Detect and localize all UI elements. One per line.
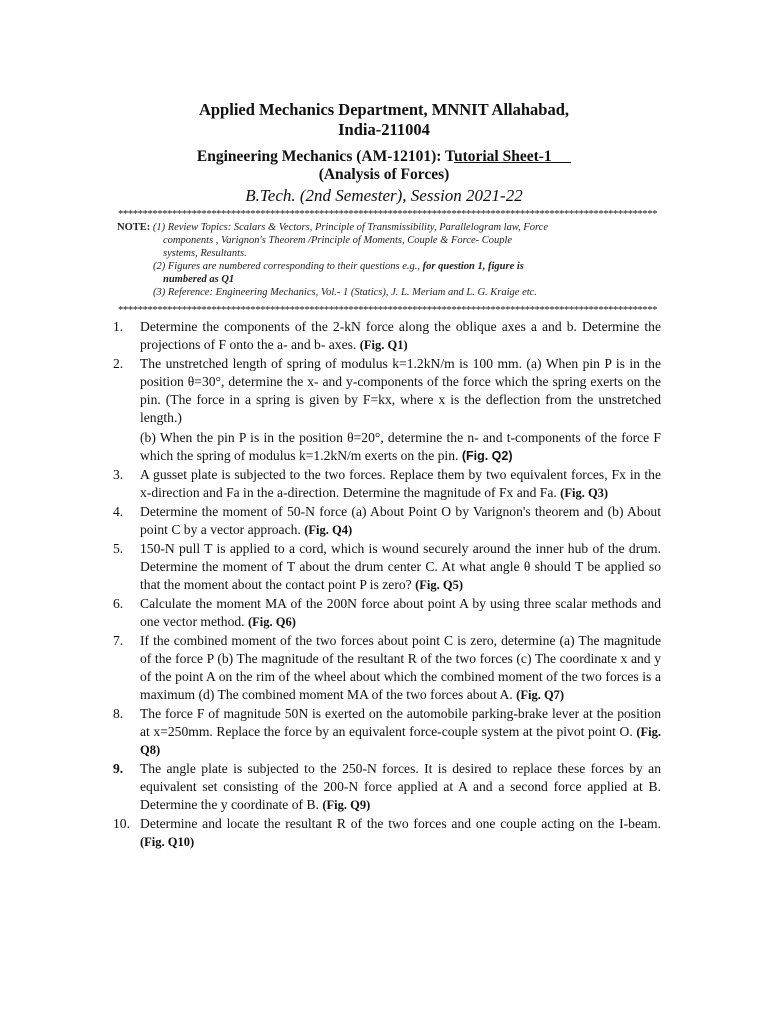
question-7: 7. If the combined moment of the two forces about point C is zero, determine (a) The magnitude of the force P (b) The magnitude of the resultant R of the two forces (c) The coordinate x and y of the point A on the rim of the wheel about which the combined moment of the two forces is a maximum (d) The combined moment MA of the two forces about A. (Fig. Q7) <box>113 633 661 702</box>
question-list <box>113 318 661 852</box>
note-2-bold: for question 1, figure is <box>422 261 524 272</box>
question-text: The unstretched length of spring of modulus k=1.2kN/m is 100 mm. (a) When pin P is in the position θ=30°, determine the x- and y-components of the force which the spring exerts on the pin. (The force in a spring is given by F=kx, where x is the deflection from the unstretched length.) <box>140 356 661 425</box>
figure-ref: (Fig. Q10) <box>140 835 195 849</box>
course-title-underlined: utorial Sheet-1 <box>453 148 572 165</box>
session-line: B.Tech. (2nd Semester), Session 2021-22 <box>245 186 523 205</box>
note-label: NOTE: <box>117 222 151 233</box>
question-text: Calculate the moment MA of the 200N force about point A by using three scalar methods and one vector method. <box>140 596 661 629</box>
question-text: If the combined moment of the two forces about point C is zero, determine (a) The magnitude of the force P (b) The magnitude of the resultant R of the two forces (c) The coordinate x and y of the point A on the rim of the wheel about which the combined moment of the two forces is a maximum (d) The combined moment MA of the two forces about A. <box>140 633 661 702</box>
notes-block <box>117 221 647 299</box>
figure-ref: (Fig. Q2) <box>461 449 513 463</box>
question-text: The angle plate is subjected to the 250-N forces. It is desired to replace these forces by an equivalent set consisting of the 200-N force applied at A and a second force applied at B. Determine the y coordinate of B. <box>140 761 661 812</box>
figure-ref: (Fig. Q3) <box>560 486 609 500</box>
note-2-line-2: numbered as Q1 <box>163 274 235 285</box>
note-1-line-2: components , Varignon's Theorem /Principle of Moments, Couple & Force- Couple <box>163 235 513 246</box>
note-2-text: (2) Figures are numbered corresponding to their questions e.g., <box>153 261 423 272</box>
question-1: 1. Determine the components of the 2-kN force along the oblique axes a and b. Determine the projections of F onto the a- and b- axes. (Fig. Q1) <box>113 319 661 352</box>
note-3: (3) Reference: Engineering Mechanics, Vol.- 1 (Statics), J. L. Meriam and L. G. Kraige etc. <box>153 287 537 298</box>
figure-ref: (Fig. Q9) <box>322 798 371 812</box>
figure-ref: (Fig. Q8) <box>140 725 661 757</box>
figure-ref: (Fig. Q4) <box>304 523 353 537</box>
question-text-part-b: (b) When the pin P is in the position θ=20°, determine the n- and t-components of the force F which the spring of modulus k=1.2kN/m exerts on the pin. <box>140 430 661 463</box>
figure-ref: (Fig. Q6) <box>247 615 296 629</box>
separator-bottom: ************************************************************************************************************** <box>118 304 658 316</box>
department-heading: Applied Mechanics Department, MNNIT Allahabad, <box>198 100 570 119</box>
figure-ref: (Fig. Q1) <box>359 338 408 352</box>
question-text: Determine the components of the 2-kN force along the oblique axes a and b. Determine the projections of F onto the a- and b- axes. <box>140 319 661 352</box>
note-1-line-3: systems, Resultants. <box>163 248 247 259</box>
question-10: 10. Determine and locate the resultant R of the two forces and one couple acting on the I-beam. (Fig. Q10) <box>113 816 661 849</box>
question-8: 8. The force F of magnitude 50N is exerted on the automobile parking-brake lever at the position at x=250mm. Replace the force by an equivalent force-couple system at the pivot point O. (Fig. Q8) <box>113 706 661 757</box>
question-text: The force F of magnitude 50N is exerted on the automobile parking-brake lever at the position at x=250mm. Replace the force by an equivalent force-couple system at the pivot point O. <box>140 706 661 739</box>
question-9: 9. The angle plate is subjected to the 250-N forces. It is desired to replace these forces by an equivalent set consisting of the 200-N force applied at A and a second force applied at B. Determine the y coordinate of B. (Fig. Q9) <box>113 761 661 812</box>
question-4: 4. Determine the moment of 50-N force (a) About Point O by Varignon's theorem and (b) About point C by a vector approach. (Fig. Q4) <box>113 504 661 537</box>
question-text: 150-N pull T is applied to a cord, which is wound securely around the inner hub of the drum. Determine the moment of T about the drum center C. At what angle θ should T be applied so that the moment about the contact point P is zero? <box>140 541 661 592</box>
figure-ref: (Fig. Q7) <box>516 688 565 702</box>
figure-ref: (Fig. Q5) <box>415 578 464 592</box>
question-6: 6. Calculate the moment MA of the 200N force about point A by using three scalar methods and one vector method. (Fig. Q6) <box>113 596 661 629</box>
question-text: A gusset plate is subjected to the two forces. Replace them by two equivalent forces, Fx in the x-direction and Fa in the a-direction. Determine the magnitude of Fx and Fa. <box>140 467 661 500</box>
question-text: Determine the moment of 50-N force (a) About Point O by Varignon's theorem and (b) About point C by a vector approach. <box>140 504 661 537</box>
note-1-line-1: (1) Review Topics: Scalars & Vectors, Principle of Transmissibility, Parallelogram law, Force <box>150 222 548 233</box>
location-heading: India-211004 <box>338 120 430 139</box>
sheet-subtitle: (Analysis of Forces) <box>318 166 450 183</box>
course-title <box>0 148 768 166</box>
course-title-prefix: Engineering Mechanics (AM-12101): T <box>196 148 454 165</box>
separator-top: ************************************************************************************************************** <box>118 208 658 220</box>
question-text: Determine and locate the resultant R of the two forces and one couple acting on the I-beam. <box>140 816 661 831</box>
question-3: 3. A gusset plate is subjected to the two forces. Replace them by two equivalent forces, Fx in the x-direction and Fa in the a-direction. Determine the magnitude of Fx and Fa. (Fig. Q3) <box>113 467 661 500</box>
question-2: 2. The unstretched length of spring of modulus k=1.2kN/m is 100 mm. (a) When pin P is in the position θ=30°, determine the x- and y-components of the force which the spring exerts on the pin. (The force in a spring is given by F=kx, where x is the deflection from the unstretched length.) (b) When the pin P is in the position θ=20°, determine the n- and t-components of the force F which the spring of modulus k=1.2kN/m exerts on the pin. (Fig. Q2) <box>113 356 661 463</box>
question-5: 5. 150-N pull T is applied to a cord, which is wound securely around the inner hub of the drum. Determine the moment of T about the drum center C. At what angle θ should T be applied so that the moment about the contact point P is zero? (Fig. Q5) <box>113 541 661 592</box>
